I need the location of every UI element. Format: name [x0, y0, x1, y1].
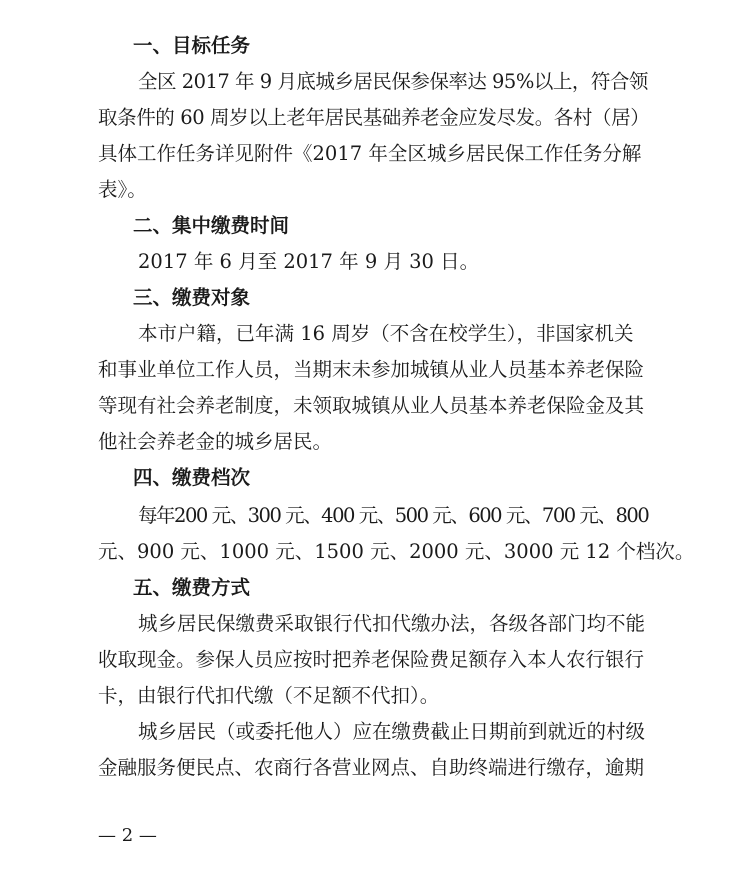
- section-5-para-2-line-2: 金融服务便民点、农商行各营业网点、自助终端进行缴存，逾期: [98, 756, 645, 779]
- section-1-para-1-line-3: 具体工作任务详见附件《2017 年全区城乡居民保工作任务分解: [98, 142, 642, 165]
- section-1-para-1-line-4: 表》。: [98, 178, 147, 201]
- section-5-para-1-line-2: 收取现金。参保人员应按时把养老保险费足额存入本人农行银行: [98, 648, 645, 671]
- page-number: — 2 —: [98, 825, 157, 846]
- section-3-para-1-line-2: 和事业单位工作人员，当期末未参加城镇从业人员基本养老保险: [98, 358, 645, 381]
- section-heading-1: 一、目标任务: [133, 34, 251, 57]
- section-heading-3: 三、缴费对象: [133, 286, 251, 309]
- section-3-para-1-line-1: 本市户籍，已年满 16 周岁（不含在校学生），非国家机关: [138, 322, 634, 345]
- section-heading-5: 五、缴费方式: [133, 576, 251, 599]
- section-4-para-1-line-1: 每年200 元、300 元、400 元、500 元、600 元、700 元、800: [138, 504, 649, 527]
- section-heading-4: 四、缴费档次: [133, 466, 251, 489]
- section-1-para-1-line-1: 全区 2017 年 9 月底城乡居民保参保率达 95%以上，符合领: [138, 70, 648, 93]
- section-2-para-1-line-1: 2017 年 6 月至 2017 年 9 月 30 日。: [138, 250, 480, 273]
- section-5-para-2-line-1: 城乡居民（或委托他人）应在缴费截止日期前到就近的村级: [138, 720, 646, 743]
- section-1-para-1-line-2: 取条件的 60 周岁以上老年居民基础养老金应发尽发。各村（居）: [98, 106, 650, 129]
- section-heading-2: 二、集中缴费时间: [133, 214, 290, 237]
- section-5-para-1-line-3: 卡，由银行代扣代缴（不足额不代扣）。: [98, 684, 440, 707]
- section-5-para-1-line-1: 城乡居民保缴费采取银行代扣代缴办法，各级各部门均不能: [138, 612, 646, 635]
- section-3-para-1-line-3: 等现有社会养老制度，未领取城镇从业人员基本养老保险金及其: [98, 394, 645, 417]
- section-4-para-1-line-2: 元、900 元、1000 元、1500 元、2000 元、3000 元 12 个档次。: [98, 540, 695, 563]
- section-3-para-1-line-4: 他社会养老金的城乡居民。: [98, 430, 333, 453]
